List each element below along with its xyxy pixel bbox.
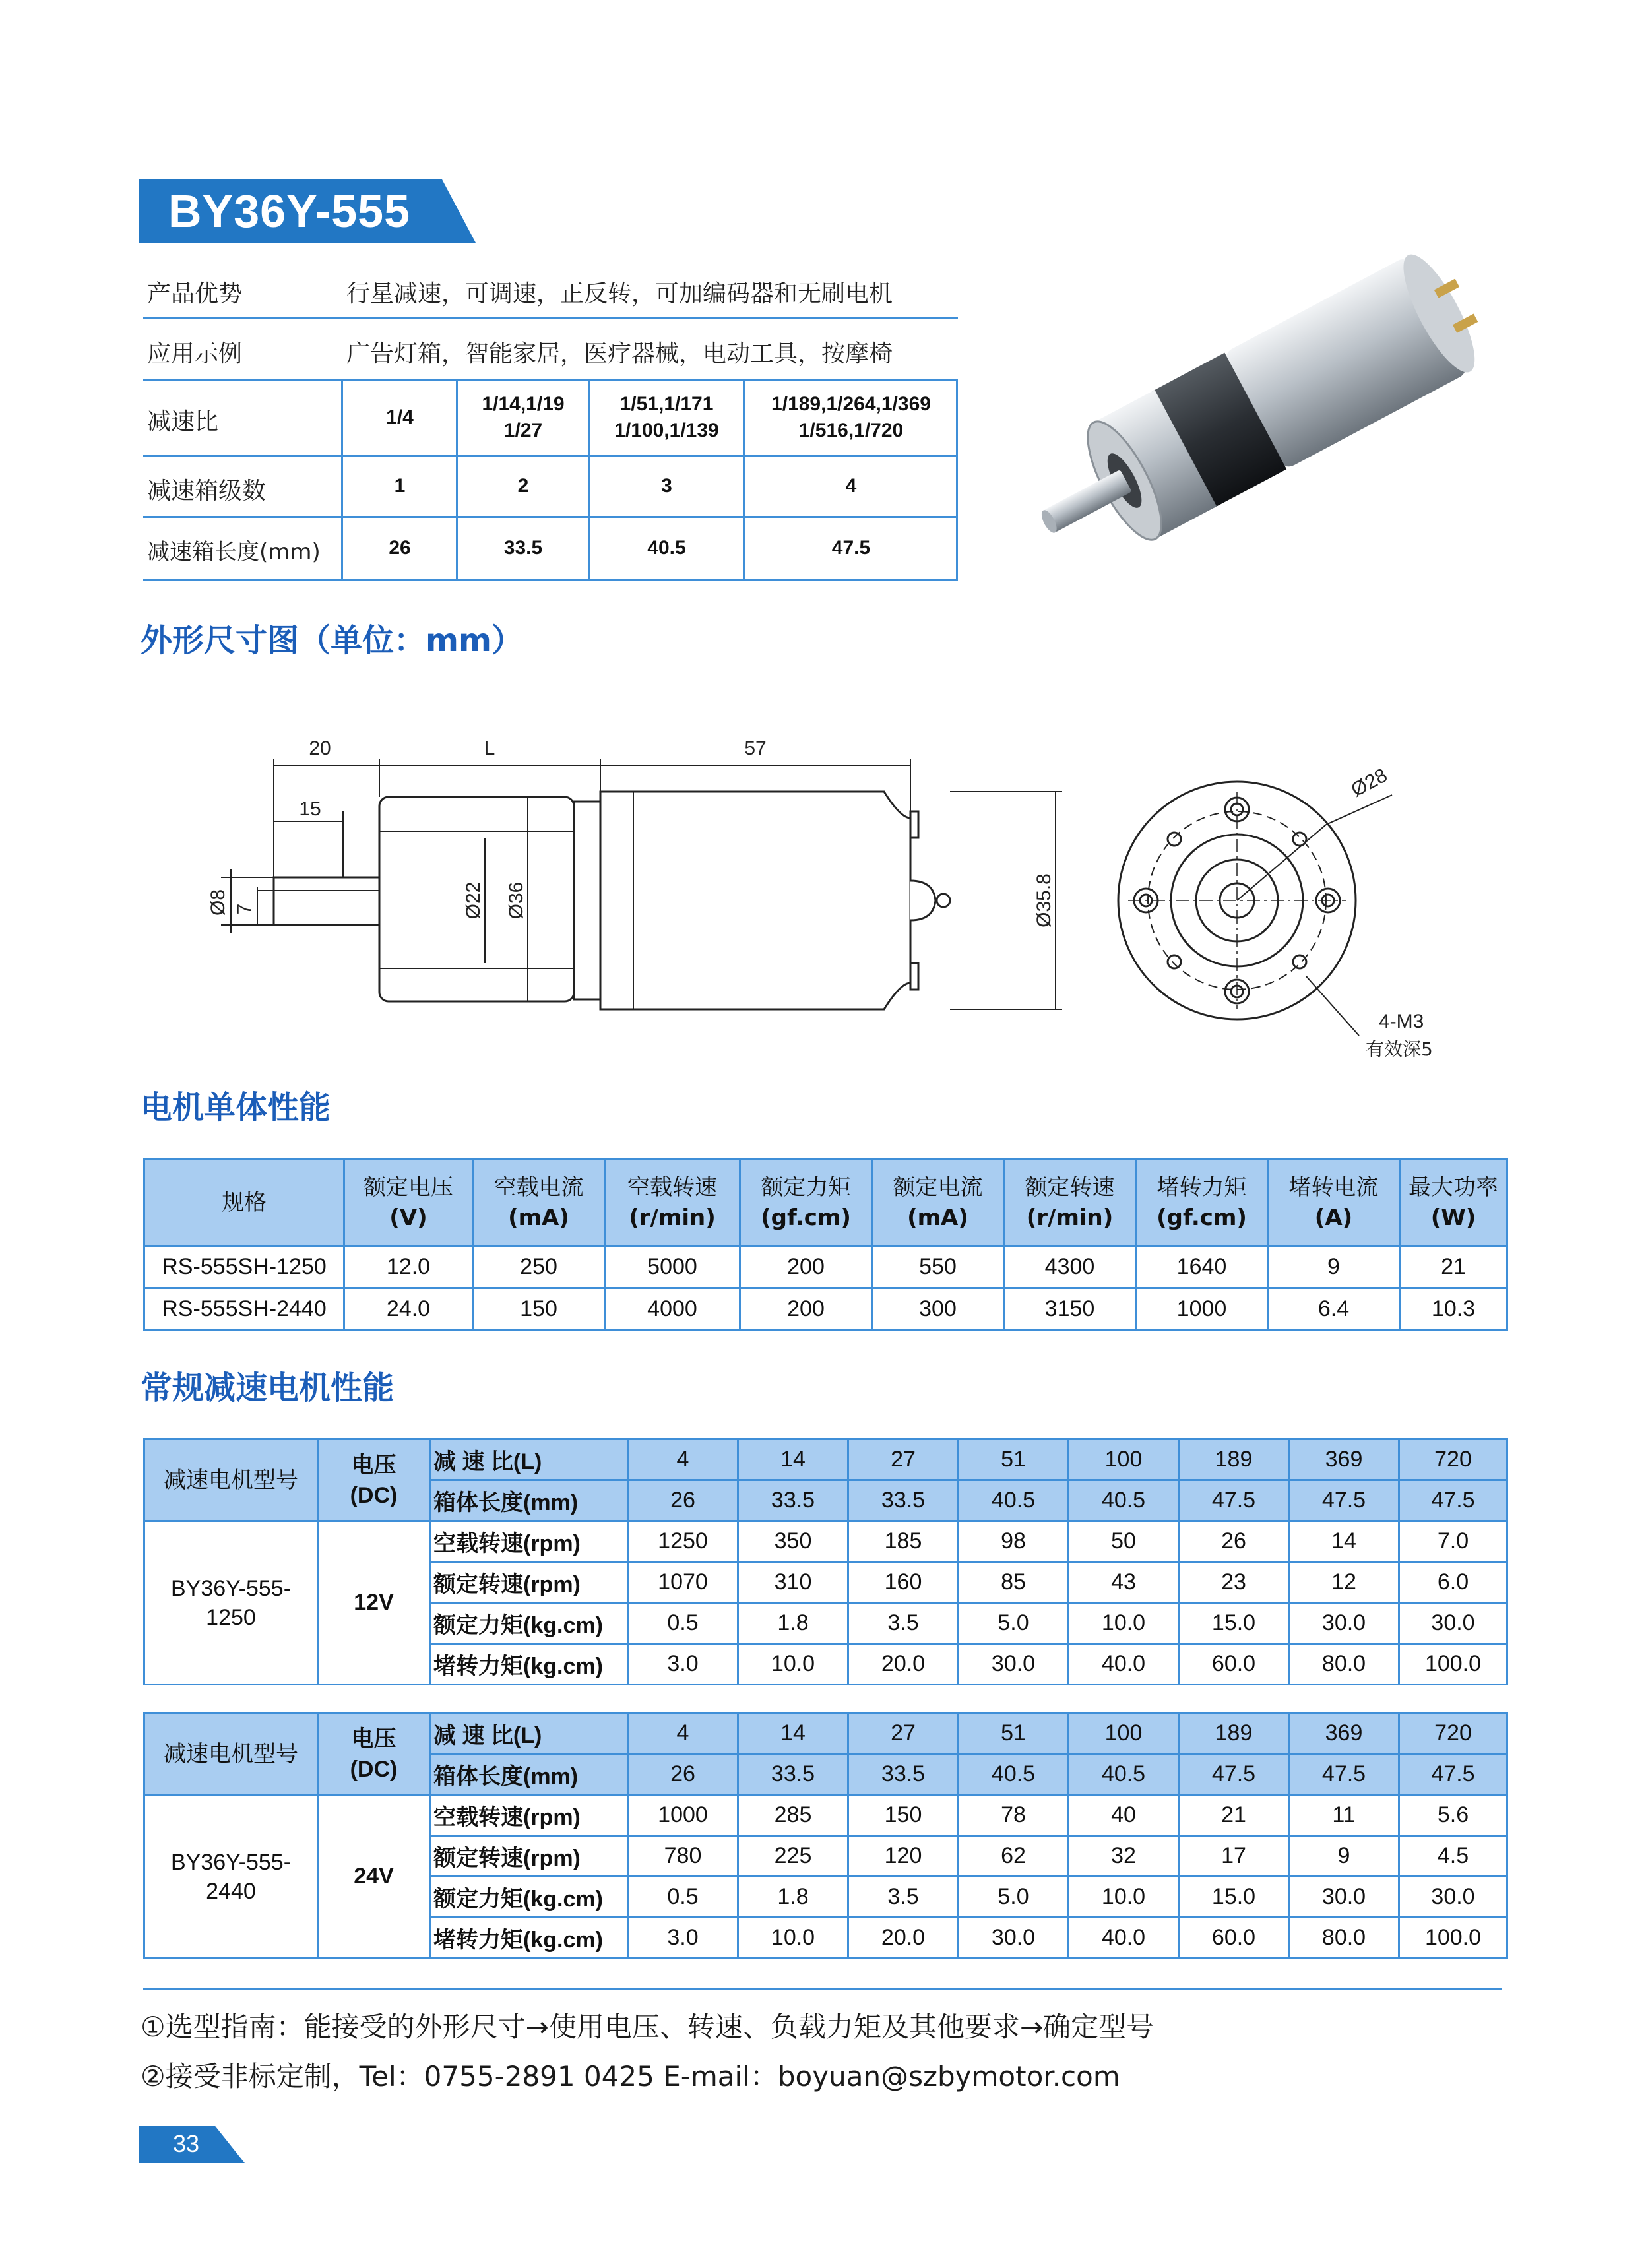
header-label: 额定转速 xyxy=(1025,1174,1115,1201)
table-cell: 21 xyxy=(1400,1246,1507,1288)
table-cell: 12 xyxy=(1289,1562,1399,1603)
page-number: 33 xyxy=(173,2130,200,2157)
dim-label: 7 xyxy=(234,903,255,915)
table-row xyxy=(144,1288,1507,1331)
table-cell: 80.0 xyxy=(1289,1918,1399,1959)
length-cell: 40.5 xyxy=(647,537,686,559)
header-label: 减速电机型号 xyxy=(164,1740,298,1767)
divider xyxy=(588,381,590,581)
length-cell: 33.5 xyxy=(848,1754,959,1795)
application-row xyxy=(143,319,958,381)
length-cell: 47.5 xyxy=(1399,1480,1507,1521)
table-cell: 21 xyxy=(1179,1795,1289,1836)
length-cell: 47.5 xyxy=(1179,1480,1289,1521)
length-cell: 26 xyxy=(389,537,411,559)
length-cell: 47.5 xyxy=(831,537,871,559)
motor-product-image xyxy=(1009,251,1511,574)
length-cell: 40.5 xyxy=(1069,1754,1179,1795)
ratio-cell: 100 xyxy=(1069,1713,1179,1754)
table-cell: 100.0 xyxy=(1399,1918,1507,1959)
table-cell: 10.3 xyxy=(1400,1288,1507,1331)
table-cell: 60.0 xyxy=(1179,1918,1289,1959)
table-cell: 3.0 xyxy=(628,1644,738,1685)
voltage-cell: 24V xyxy=(318,1795,430,1959)
table-cell: 10.0 xyxy=(1069,1603,1179,1644)
table-row xyxy=(144,1246,1507,1288)
header-cell xyxy=(144,1159,344,1246)
dim-label: 15 xyxy=(299,798,321,820)
table-cell: 12.0 xyxy=(344,1246,473,1288)
table-cell: 550 xyxy=(872,1246,1004,1288)
dimension-drawing xyxy=(185,726,1478,1069)
model-header xyxy=(144,1439,318,1521)
table-cell: 9 xyxy=(1268,1246,1400,1288)
table-cell: 1640 xyxy=(1136,1246,1268,1288)
header-label: 额定力矩 xyxy=(761,1174,851,1201)
table-cell: 185 xyxy=(848,1521,959,1562)
table-cell: 11 xyxy=(1289,1795,1399,1836)
row-label: 空载转速(rpm) xyxy=(430,1521,628,1562)
header-unit: (V) xyxy=(389,1204,427,1231)
dim-label: 20 xyxy=(309,738,331,759)
length-label: 减速箱长度(mm) xyxy=(147,539,321,565)
header-unit: (mA) xyxy=(907,1204,968,1231)
table-cell: 3.0 xyxy=(628,1918,738,1959)
length-cell: 47.5 xyxy=(1179,1754,1289,1795)
stage-row xyxy=(143,457,958,518)
ratio-label: 减速比 xyxy=(147,408,219,435)
advantage-value: 行星减速，可调速，正反转，可加编码器和无刷电机 xyxy=(346,280,893,307)
header-label: 空载转速 xyxy=(627,1174,717,1201)
table-cell: 20.0 xyxy=(848,1644,959,1685)
footer-divider xyxy=(143,1988,1502,1990)
table-cell: 0.5 xyxy=(628,1603,738,1644)
motor-performance-table xyxy=(143,1158,1508,1331)
table-cell: 300 xyxy=(872,1288,1004,1331)
table-cell: 0.5 xyxy=(628,1877,738,1918)
table-cell: 30.0 xyxy=(1399,1603,1507,1644)
table-cell: 150 xyxy=(473,1288,605,1331)
length-cell: 33.5 xyxy=(848,1480,959,1521)
header-cell xyxy=(1268,1159,1400,1246)
header-unit: (A) xyxy=(1314,1204,1353,1231)
length-cell: 40.5 xyxy=(959,1754,1069,1795)
table-cell: 30.0 xyxy=(1399,1877,1507,1918)
ratio-cell: 1/4 xyxy=(386,406,414,428)
table-cell: 26 xyxy=(1179,1521,1289,1562)
header-unit: (r/min) xyxy=(1026,1204,1114,1231)
table-header-row xyxy=(144,1159,1507,1246)
length-cell: 33.5 xyxy=(738,1754,848,1795)
row-label: 额定力矩(kg.cm) xyxy=(430,1603,628,1644)
table-cell: 40.0 xyxy=(1069,1918,1179,1959)
header-cell xyxy=(1004,1159,1136,1246)
table-cell: 200 xyxy=(740,1288,872,1331)
header-cell xyxy=(740,1159,872,1246)
application-value: 广告灯箱，智能家居，医疗器械，电动工具，按摩椅 xyxy=(346,340,893,367)
table-cell: RS-555SH-2440 xyxy=(144,1288,344,1331)
table-cell: 780 xyxy=(628,1836,738,1877)
header-unit: (r/min) xyxy=(629,1204,716,1231)
length-cell: 26 xyxy=(628,1480,738,1521)
table-cell: RS-555SH-1250 xyxy=(144,1246,344,1288)
stage-cell: 3 xyxy=(661,475,672,497)
header-unit: (mA) xyxy=(508,1204,569,1231)
voltage-cell: 12V xyxy=(318,1521,430,1685)
gear-performance-table xyxy=(143,1712,1508,1959)
table-cell: 1000 xyxy=(1136,1288,1268,1331)
table-cell: 20.0 xyxy=(848,1918,959,1959)
table-cell: 23 xyxy=(1179,1562,1289,1603)
row-label: 额定转速(rpm) xyxy=(430,1836,628,1877)
divider xyxy=(743,381,745,581)
dim-label: Ø28 xyxy=(1347,764,1391,802)
ratio-cell: 189 xyxy=(1179,1713,1289,1754)
divider xyxy=(456,381,458,581)
table-cell: 30.0 xyxy=(1289,1877,1399,1918)
table-cell: 15.0 xyxy=(1179,1877,1289,1918)
length-cell: 47.5 xyxy=(1289,1480,1399,1521)
dim-label: 4-M3 xyxy=(1379,1011,1424,1032)
table-cell: 10.0 xyxy=(738,1918,848,1959)
length-cell: 47.5 xyxy=(1289,1754,1399,1795)
ratio-cell: 27 xyxy=(848,1713,959,1754)
model-cell: BY36Y-555- 1250 xyxy=(144,1521,318,1685)
ratio-row xyxy=(143,381,958,457)
length-cell: 33.5 xyxy=(738,1480,848,1521)
table-cell: 17 xyxy=(1179,1836,1289,1877)
ratio-cell: 1/189,1/264,1/369 1/516,1/720 xyxy=(771,393,931,441)
header-label: 额定电压 xyxy=(364,1174,453,1201)
table-row xyxy=(144,1795,1507,1836)
ratio-cell: 1/51,1/171 1/100,1/139 xyxy=(614,393,719,441)
table-cell: 5.0 xyxy=(959,1877,1069,1918)
ratio-cell: 369 xyxy=(1289,1439,1399,1480)
table-cell: 6.4 xyxy=(1268,1288,1400,1331)
table-cell: 10.0 xyxy=(738,1644,848,1685)
ratio-cell: 720 xyxy=(1399,1713,1507,1754)
length-row xyxy=(143,518,958,581)
header-label: 堵转电流 xyxy=(1288,1174,1379,1201)
header-label: 规格 xyxy=(222,1189,267,1216)
length-cell: 40.5 xyxy=(1069,1480,1179,1521)
table-header-row xyxy=(144,1439,1507,1480)
table-cell: 5000 xyxy=(605,1246,740,1288)
table-cell: 250 xyxy=(473,1246,605,1288)
header-cell xyxy=(1400,1159,1507,1246)
table-cell: 5.0 xyxy=(959,1603,1069,1644)
table-cell: 78 xyxy=(959,1795,1069,1836)
header-cell xyxy=(1136,1159,1268,1246)
header-label: 最大功率 xyxy=(1409,1174,1498,1201)
model-cell: BY36Y-555- 2440 xyxy=(144,1795,318,1959)
stage-cell: 2 xyxy=(517,475,529,497)
table-cell: 85 xyxy=(959,1562,1069,1603)
table-cell: 150 xyxy=(848,1795,959,1836)
row-label: 堵转力矩(kg.cm) xyxy=(430,1918,628,1959)
table-cell: 3.5 xyxy=(848,1877,959,1918)
table-cell: 310 xyxy=(738,1562,848,1603)
gear-performance-table xyxy=(143,1438,1508,1685)
table-cell: 3150 xyxy=(1004,1288,1136,1331)
ratio-cell: 720 xyxy=(1399,1439,1507,1480)
ratio-cell: 4 xyxy=(628,1713,738,1754)
motor-heading: 电机单体性能 xyxy=(141,1089,331,1126)
table-cell: 100.0 xyxy=(1399,1644,1507,1685)
ratio-cell: 51 xyxy=(959,1713,1069,1754)
table-cell: 50 xyxy=(1069,1521,1179,1562)
ratio-cell: 27 xyxy=(848,1439,959,1480)
table-cell: 62 xyxy=(959,1836,1069,1877)
header-label: 额定电流 xyxy=(893,1174,983,1201)
advantage-row xyxy=(143,261,958,319)
length-cell: 40.5 xyxy=(959,1480,1069,1521)
divider xyxy=(956,381,958,581)
length-header: 箱体长度(mm) xyxy=(430,1480,628,1521)
advantage-label: 产品优势 xyxy=(147,280,243,307)
ratio-cell: 14 xyxy=(738,1713,848,1754)
table-cell: 225 xyxy=(738,1836,848,1877)
row-label: 空载转速(rpm) xyxy=(430,1795,628,1836)
dim-label: 有效深5 xyxy=(1366,1038,1433,1060)
table-cell: 30.0 xyxy=(1289,1603,1399,1644)
table-cell: 4300 xyxy=(1004,1246,1136,1288)
header-unit: (W) xyxy=(1430,1204,1476,1231)
table-cell: 60.0 xyxy=(1179,1644,1289,1685)
gear-heading: 常规减速电机性能 xyxy=(141,1370,395,1406)
header-unit: (gf.cm) xyxy=(761,1204,851,1231)
header-label: 堵转力矩 xyxy=(1156,1174,1247,1201)
ratio-cell: 51 xyxy=(959,1439,1069,1480)
stage-label: 减速箱级数 xyxy=(147,478,267,505)
header-cell xyxy=(605,1159,740,1246)
table-cell: 120 xyxy=(848,1836,959,1877)
dim-label: L xyxy=(484,738,495,759)
table-cell: 1.8 xyxy=(738,1877,848,1918)
ratio-header: 减 速 比(L) xyxy=(430,1713,628,1754)
ratio-header: 减 速 比(L) xyxy=(430,1439,628,1480)
table-cell: 1.8 xyxy=(738,1603,848,1644)
table-cell: 160 xyxy=(848,1562,959,1603)
table-cell: 80.0 xyxy=(1289,1644,1399,1685)
contact-note: ②接受非标定制，Tel：0755-2891 0425 E-mail：boyuan@szbymotor.com xyxy=(141,2060,1120,2093)
dim-label: Ø35.8 xyxy=(1033,873,1055,928)
ratio-cell: 1/14,1/19 1/27 xyxy=(482,393,565,441)
application-label: 应用示例 xyxy=(147,340,243,367)
table-cell: 43 xyxy=(1069,1562,1179,1603)
header-cell xyxy=(473,1159,605,1246)
ratio-cell: 4 xyxy=(628,1439,738,1480)
model-header xyxy=(144,1713,318,1795)
table-cell: 1250 xyxy=(628,1521,738,1562)
header-label: 减速电机型号 xyxy=(164,1466,298,1494)
ratio-cell: 369 xyxy=(1289,1713,1399,1754)
length-cell: 47.5 xyxy=(1399,1754,1507,1795)
dim-label: Ø22 xyxy=(462,881,484,920)
row-label: 额定力矩(kg.cm) xyxy=(430,1877,628,1918)
table-cell: 350 xyxy=(738,1521,848,1562)
table-cell: 15.0 xyxy=(1179,1603,1289,1644)
table-cell: 4000 xyxy=(605,1288,740,1331)
table-cell: 30.0 xyxy=(959,1918,1069,1959)
header-unit: (gf.cm) xyxy=(1156,1204,1247,1231)
row-label: 堵转力矩(kg.cm) xyxy=(430,1644,628,1685)
stage-cell: 1 xyxy=(394,475,406,497)
table-cell: 7.0 xyxy=(1399,1521,1507,1562)
table-cell: 32 xyxy=(1069,1836,1179,1877)
dim-label: 57 xyxy=(744,738,767,759)
table-cell: 200 xyxy=(740,1246,872,1288)
table-cell: 24.0 xyxy=(344,1288,473,1331)
header-cell xyxy=(344,1159,473,1246)
length-header: 箱体长度(mm) xyxy=(430,1754,628,1795)
row-label: 额定转速(rpm) xyxy=(430,1562,628,1603)
table-cell: 9 xyxy=(1289,1836,1399,1877)
table-cell: 5.6 xyxy=(1399,1795,1507,1836)
selection-guide-note: ①选型指南：能接受的外形尺寸→使用电压、转速、负载力矩及其他要求→确定型号 xyxy=(141,2011,1155,2043)
dim-label: Ø8 xyxy=(207,889,229,916)
table-cell: 98 xyxy=(959,1521,1069,1562)
table-cell: 40 xyxy=(1069,1795,1179,1836)
dimension-heading: 外形尺寸图（单位：mm） xyxy=(141,622,524,659)
table-header-row xyxy=(144,1713,1507,1754)
header-label: 空载电流 xyxy=(493,1174,584,1201)
table-cell: 4.5 xyxy=(1399,1836,1507,1877)
table-cell: 1000 xyxy=(628,1795,738,1836)
voltage-header: 电压 (DC) xyxy=(318,1439,430,1521)
table-cell: 40.0 xyxy=(1069,1644,1179,1685)
table-cell: 3.5 xyxy=(848,1603,959,1644)
ratio-cell: 189 xyxy=(1179,1439,1289,1480)
table-cell: 1070 xyxy=(628,1562,738,1603)
ratio-cell: 100 xyxy=(1069,1439,1179,1480)
table-row xyxy=(144,1521,1507,1562)
dim-label: Ø36 xyxy=(505,881,527,920)
table-cell: 6.0 xyxy=(1399,1562,1507,1603)
voltage-header: 电压 (DC) xyxy=(318,1713,430,1795)
divider xyxy=(341,381,343,581)
table-cell: 10.0 xyxy=(1069,1877,1179,1918)
length-cell: 33.5 xyxy=(503,537,543,559)
table-cell: 30.0 xyxy=(959,1644,1069,1685)
ratio-cell: 14 xyxy=(738,1439,848,1480)
table-cell: 14 xyxy=(1289,1521,1399,1562)
product-title: BY36Y-555 xyxy=(168,185,411,237)
header-cell xyxy=(872,1159,1004,1246)
length-cell: 26 xyxy=(628,1754,738,1795)
stage-cell: 4 xyxy=(845,475,857,497)
table-cell: 285 xyxy=(738,1795,848,1836)
